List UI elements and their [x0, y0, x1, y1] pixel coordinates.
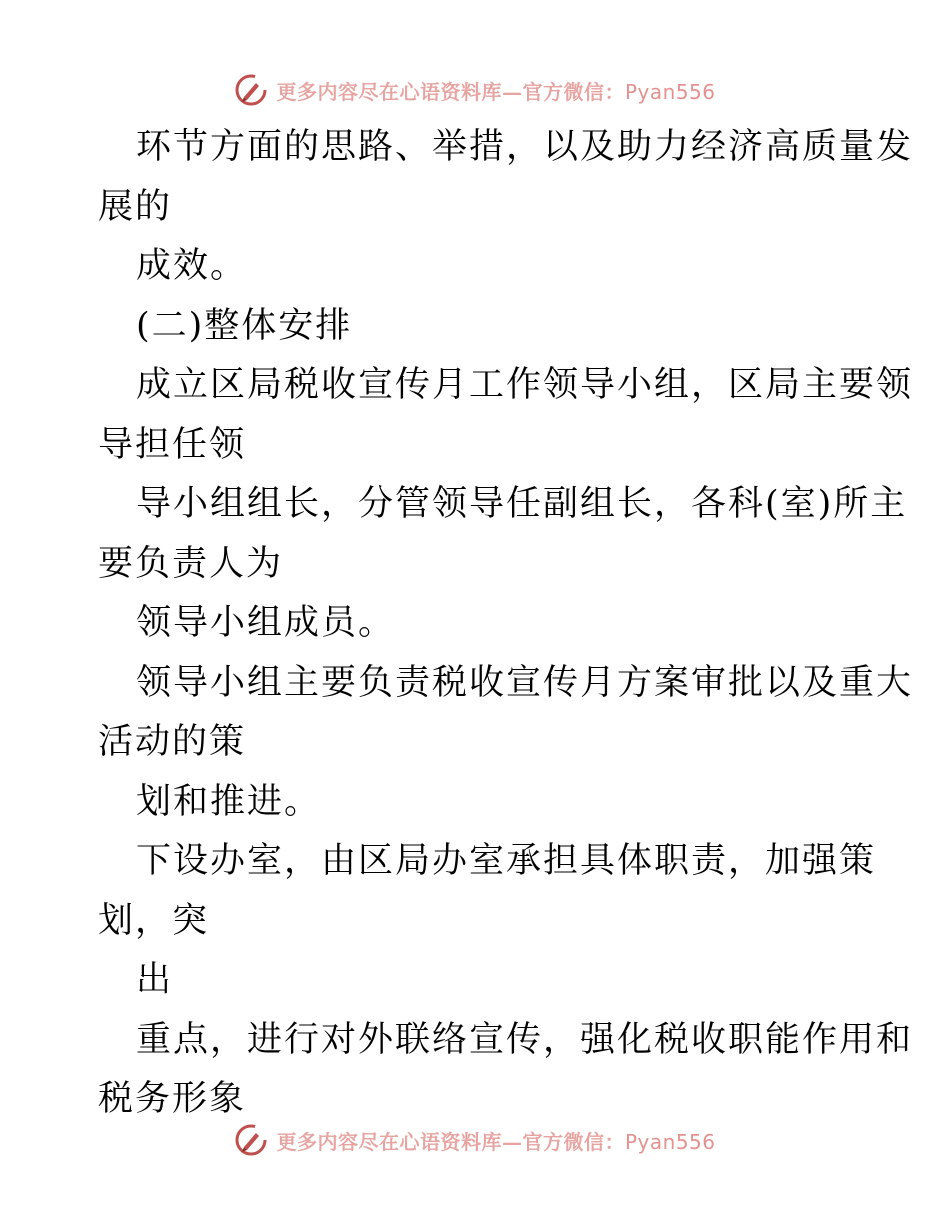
watermark-text: 更多内容尽在心语资料库—官方微信：Pyan556 — [276, 79, 716, 104]
text-line: 活动的策 — [98, 722, 247, 762]
text-line: 重点，进行对外联络宣传，强化税收职能作用和 — [136, 1019, 914, 1060]
watermark-wechat-id: Pyan556 — [624, 79, 716, 104]
text-line: 要负责人为 — [98, 543, 284, 584]
section-heading: (二)整体安排 — [136, 305, 353, 346]
watermark-text: 更多内容尽在心语资料库—官方微信：Pyan556 — [276, 1129, 716, 1154]
pen-logo-icon — [234, 73, 268, 107]
text-line: 导小组组长，分管领导任副组长，各科(室)所主 — [136, 484, 908, 524]
text-line: 下设办室，由区局办室承担具体职责，加强策 — [136, 841, 877, 881]
header-watermark — [0, 70, 950, 110]
text-line: 成效。 — [136, 246, 248, 286]
document-body — [98, 118, 914, 1130]
text-line: 出 — [136, 960, 174, 1000]
text-line: 导担任领 — [98, 424, 247, 465]
pen-logo-icon — [234, 1123, 268, 1157]
text-line: 税务形象 — [98, 1079, 247, 1119]
text-line: 展的 — [98, 186, 173, 227]
text-line: 领导小组成员。 — [136, 603, 396, 643]
text-line: 环节方面的思路、举措，以及助力经济高质量发 — [136, 127, 914, 167]
footer-watermark — [0, 1120, 950, 1160]
text-line: 划和推进。 — [136, 781, 322, 822]
watermark-wechat-id: Pyan556 — [624, 1129, 716, 1154]
text-line: 成立区局税收宣传月工作领导小组，区局主要领 — [136, 365, 914, 405]
text-line: 划，突 — [98, 900, 210, 941]
text-line: 领导小组主要负责税收宣传月方案审批以及重大 — [136, 662, 914, 703]
